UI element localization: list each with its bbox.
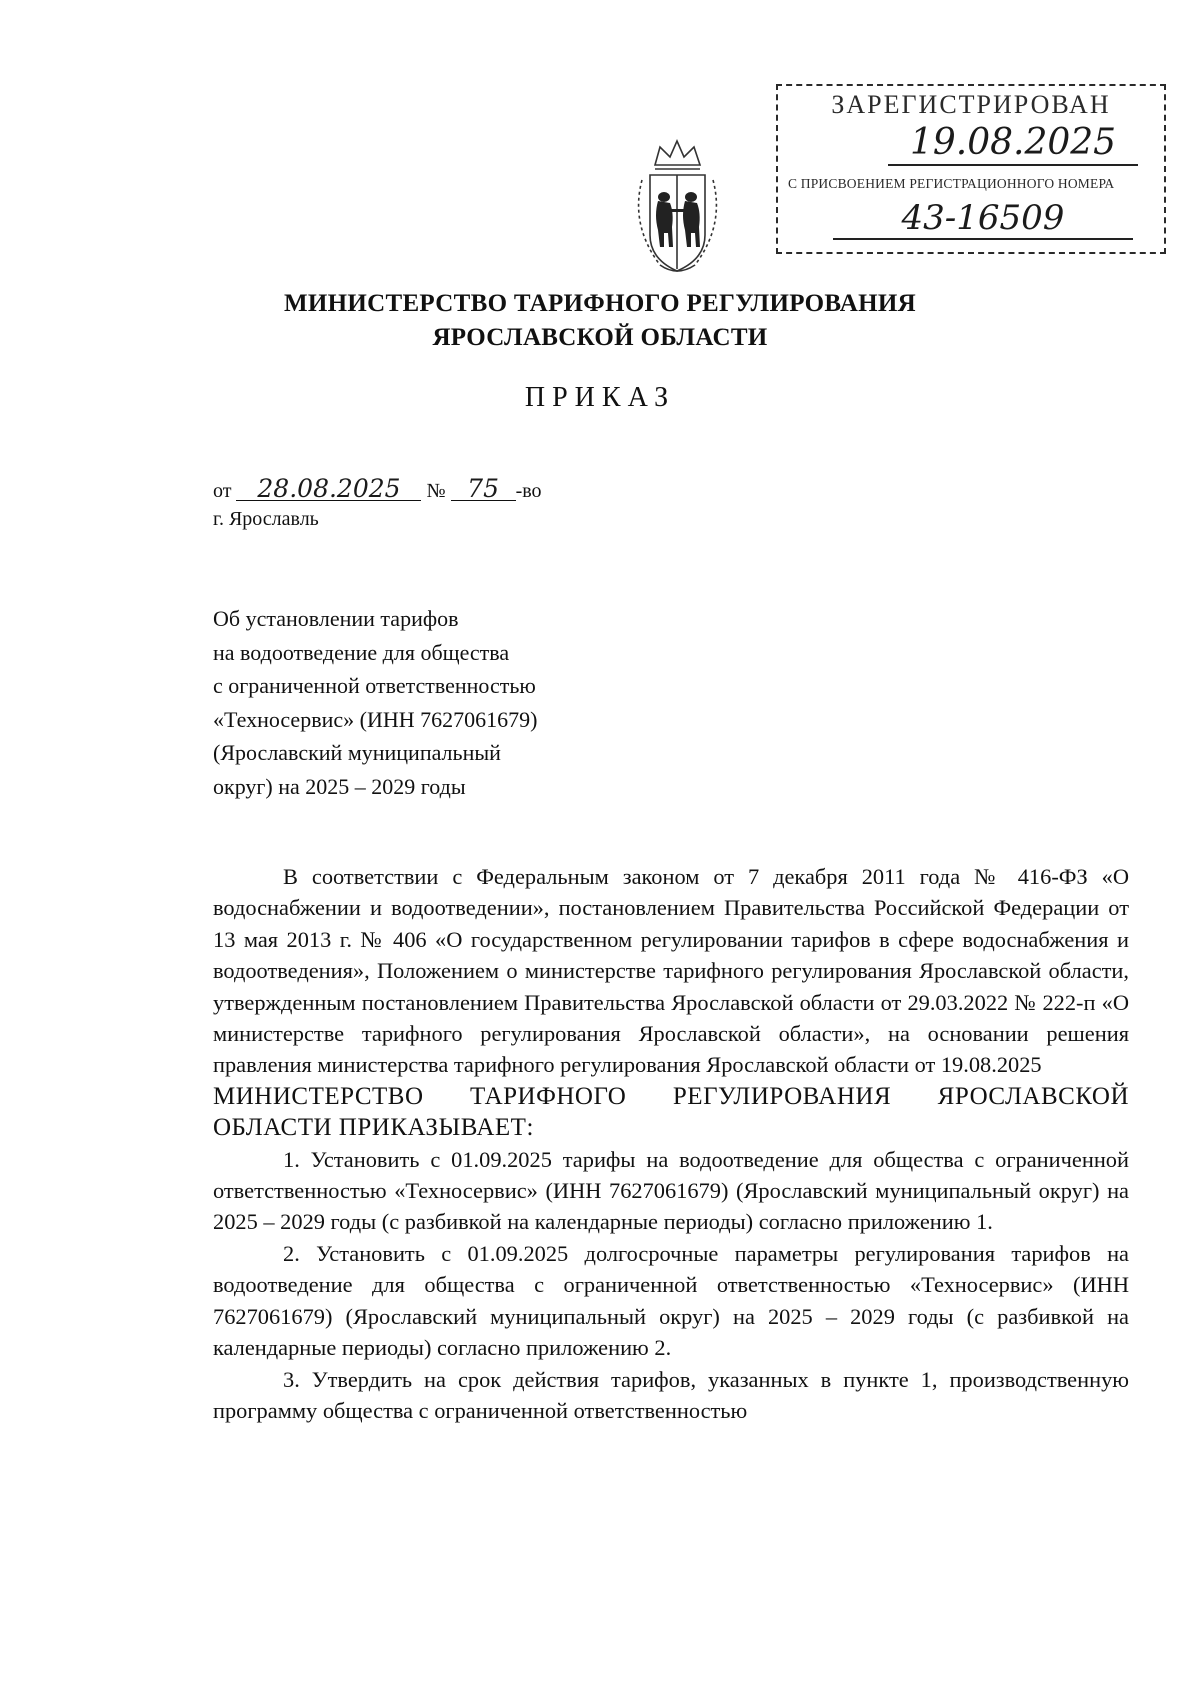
date-prefix: от	[213, 480, 232, 502]
subject-line: «Техносервис» (ИНН 7627061679)	[213, 706, 538, 732]
order-date-number-line	[213, 474, 542, 503]
subject-line: с ограниченной ответственностью	[213, 673, 536, 698]
order-item-3: 3. Утвердить на срок действия тарифов, указанных в пункте 1, производственную программу общества с ограниченной ответственностью	[213, 1366, 1129, 1423]
ministry-name-line2: ЯРОСЛАВСКОЙ ОБЛАСТИ	[432, 324, 768, 351]
stamp-title: ЗАРЕГИСТРИРОВАН	[831, 90, 1111, 119]
subject-line: (Ярославский муниципальный	[213, 740, 501, 765]
order-directive: МИНИСТЕРСТВО ТАРИФНОГО РЕГУЛИРОВАНИЯ ЯРОСЛАВСКОЙ ОБЛАСТИ ПРИКАЗЫВАЕТ:	[213, 1082, 1129, 1142]
subject-line: округ) на 2025 – 2029 годы	[213, 773, 466, 799]
subject-line: Об установлении тарифов	[213, 606, 459, 631]
order-subject	[213, 602, 537, 803]
number-suffix: -во	[515, 480, 542, 502]
preamble-paragraph: В соответствии с Федеральным законом от 7 декабря 2011 года № 416-ФЗ «О водоснабжении и водоотведении», постановлением Правительства Российской Федерации от 13 мая 2013 г. № 406 «О государственном регулировании тарифов в сфере водоснабжения и водоотведения», Положением о министерстве тарифного регулирования Ярославской области, утвержденным постановлением Правительства Ярославской области от 29.03.2022 № 222-п «О министерстве тарифного регулирования Ярославской области», на основании решения правления министерства тарифного регулирования Ярославской области от 19.08.2025	[213, 864, 1129, 1078]
order-body	[213, 861, 1129, 1426]
document-type-title: ПРИКАЗ	[524, 382, 676, 413]
stamp-registration-number: 43-16509	[833, 198, 1133, 240]
number-prefix: №	[426, 480, 446, 502]
subject-line: на водоотведение для общества	[213, 639, 510, 665]
order-date: 28.08.2025	[236, 478, 421, 501]
stamp-date: 19.08.2025	[888, 122, 1138, 166]
order-item-2: 2. Установить с 01.09.2025 долгосрочные параметры регулирования тарифов на водоотведение для общества с ограниченной ответственностью «Техносервис» (ИНН 7627061679) (Ярославский муниципальный округ) на 2025 – 2029 годы (с разбивкой на календарные периоды) согласно приложению 2.	[213, 1240, 1129, 1361]
order-number: 75	[451, 478, 516, 501]
registration-stamp	[776, 84, 1166, 254]
city: г. Ярославль	[213, 508, 319, 530]
coat-of-arms-bear-icon	[620, 135, 735, 280]
stamp-caption: С ПРИСВОЕНИЕМ РЕГИСТРАЦИОННОГО НОМЕРА	[788, 176, 1115, 191]
ministry-name-line1: МИНИСТЕРСТВО ТАРИФНОГО РЕГУЛИРОВАНИЯ	[283, 290, 916, 317]
order-item-1: 1. Установить с 01.09.2025 тарифы на водоотведение для общества с ограниченной ответственностью «Техносервис» (ИНН 7627061679) (Ярославский муниципальный округ) на 2025 – 2029 годы (с разбивкой на календарные периоды) согласно приложению 1.	[213, 1146, 1129, 1235]
